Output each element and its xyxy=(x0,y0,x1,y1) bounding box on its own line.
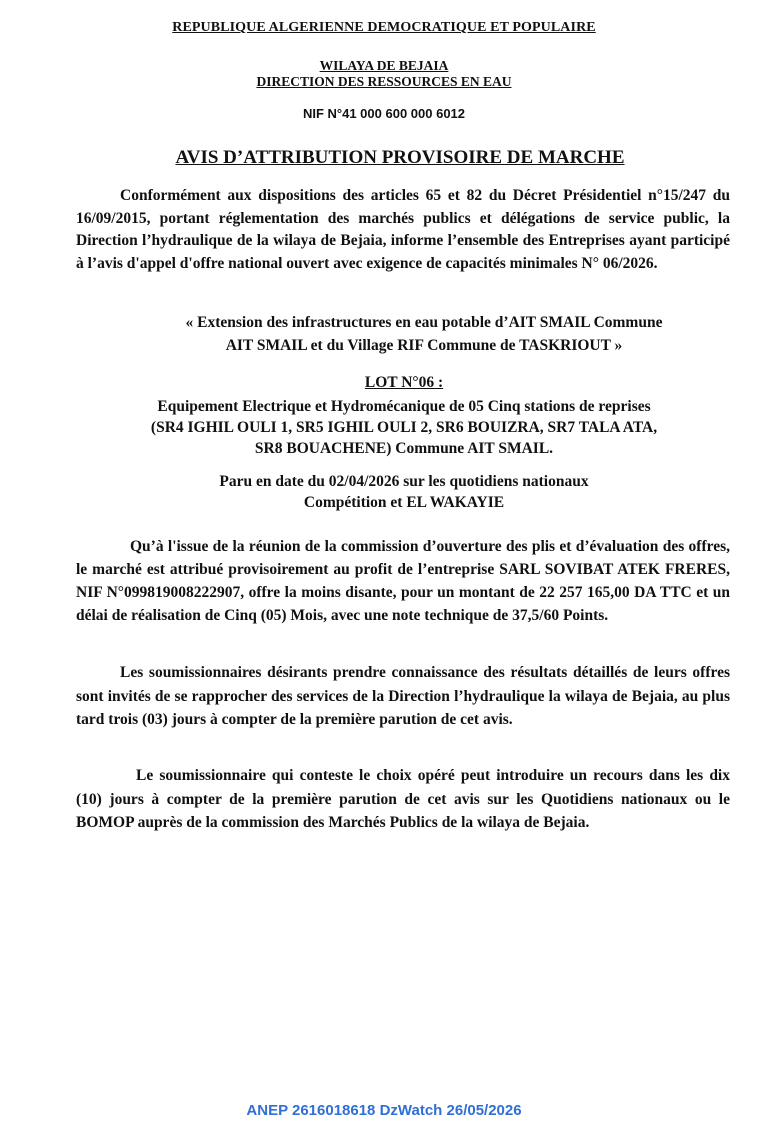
attribution-paragraph: Qu’à l'issue de la réunion de la commission d’ouverture des plis et d’évaluation des offres, le marché est attribué provisoirement au profit de l’entreprise SARL SOVIBAT ATEK FRERES, NIF N°099819008222907, offre la moins disante, pour un montant de 22 257 165,00 DA TTC et un délai de réalisation de Cinq (05) Mois, avec une note technique de 37,5/60 Points. xyxy=(76,538,730,624)
recourse-paragraph: Le soumissionnaire qui conteste le choix opéré peut introduire un recours dans les dix (10) jours à compter de la première parution de cet avis sur les Quotidiens nationaux ou le BOMOP auprès de la commission des Marchés Publics de la wilaya de Bejaia. xyxy=(76,767,730,831)
lot-description xyxy=(0,396,768,459)
issuer-block xyxy=(0,58,768,90)
publication-line-1: Paru en date du 02/04/2026 sur les quotidiens nationaux xyxy=(219,473,589,490)
republic-heading: REPUBLIQUE ALGERIENNE DEMOCRATIQUE ET POPULAIRE xyxy=(172,20,596,35)
wilaya-name: WILAYA DE BEJAIA xyxy=(319,58,449,73)
anep-reference: ANEP 2616018618 DzWatch 26/05/2026 xyxy=(246,1102,522,1119)
project-title-line-1: « Extension des infrastructures en eau potable d’AIT SMAIL Commune xyxy=(185,314,663,331)
results-paragraph: Les soumissionnaires désirants prendre connaissance des résultats détaillés de leurs offres sont invités de se rapprocher des services de la Direction l’hydraulique la wilaya de Bejaia, au plus tard trois (03) jours à compter de la première parution de cet avis. xyxy=(76,664,730,728)
direction-name: DIRECTION DES RESSOURCES EN EAU xyxy=(256,74,512,89)
publication-line-2: Compétition et EL WAKAYIE xyxy=(303,494,505,511)
nif-number: NIF N°41 000 600 000 6012 xyxy=(302,106,466,121)
project-title xyxy=(0,312,768,357)
lot-description-line-3: SR8 BOUACHENE) Commune AIT SMAIL. xyxy=(254,440,554,457)
lot-description-line-1: Equipement Electrique et Hydromécanique de 05 Cinq stations de reprises xyxy=(157,398,651,415)
lot-description-line-2: (SR4 IGHIL OULI 1, SR5 IGHIL OULI 2, SR6 BOUIZRA, SR7 TALA ATA, xyxy=(150,419,658,436)
lot-title: LOT N°06 : xyxy=(364,374,444,391)
publication-info xyxy=(0,471,768,513)
intro-paragraph: Conformément aux dispositions des articles 65 et 82 du Décret Présidentiel n°15/247 du 16/09/2015, portant réglementation des marchés publics et délégations de service public, la Direction l’hydraulique de la wilaya de Bejaia, informe l’ensemble des Entreprises ayant participé à l’avis d'appel d'offre national ouvert avec exigence de capacités minimales N° 06/2026. xyxy=(76,187,730,272)
project-title-line-2: AIT SMAIL et du Village RIF Commune de TASKRIOUT » xyxy=(225,336,623,354)
notice-title: AVIS D’ATTRIBUTION PROVISOIRE DE MARCHE xyxy=(175,147,625,168)
